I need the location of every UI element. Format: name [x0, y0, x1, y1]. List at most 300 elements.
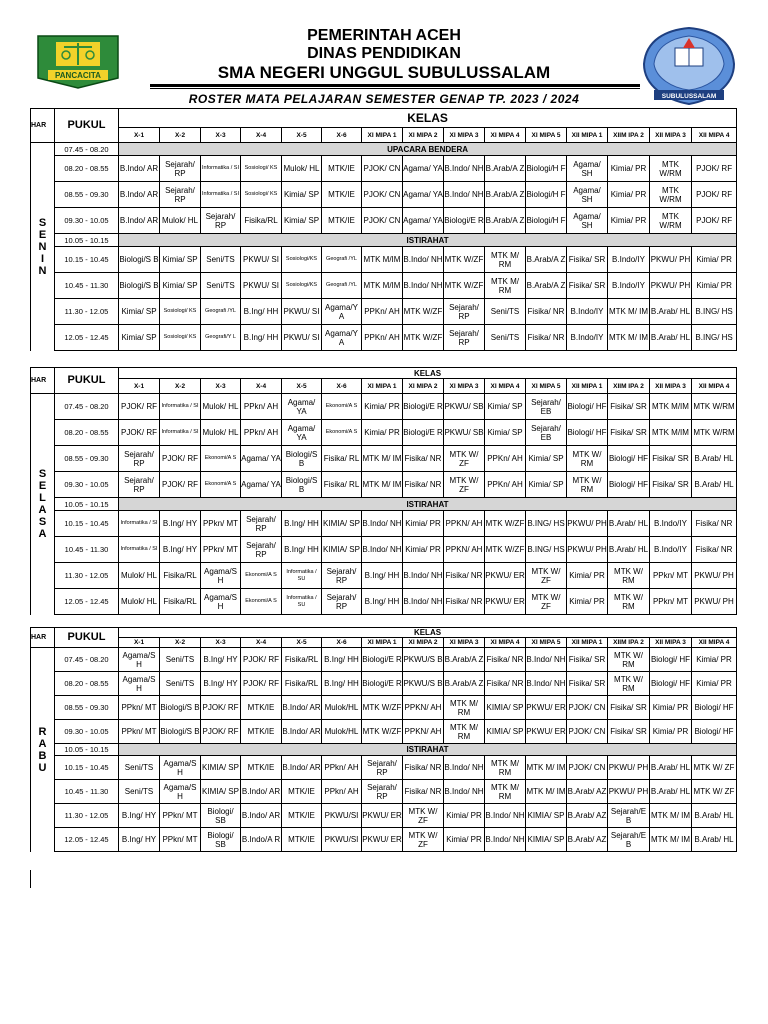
- schedule-cell: Kimia/ PR: [692, 648, 737, 672]
- day-letter: L: [39, 492, 46, 505]
- schedule-cell: PPkn/ MT: [119, 720, 160, 744]
- schedule-cell: MTK W/ ZF: [692, 780, 737, 804]
- schedule-cell: PPkn/ MT: [160, 828, 201, 852]
- schedule-cell: Biologi/S B: [160, 720, 201, 744]
- period-row: [31, 273, 737, 299]
- schedule-cell: Agama/ YA: [241, 472, 282, 498]
- schedule-cell: Fisika/ SR: [608, 394, 650, 420]
- schedule-cell: Kimia/ SP: [119, 299, 160, 325]
- class-column-header: XI MIPA 3: [444, 638, 485, 648]
- schedule-cell: Kimia/ SP: [485, 394, 526, 420]
- schedule-cell: Mulok/ HL: [119, 589, 160, 615]
- schedule-cell: PKWU/ ER: [526, 696, 567, 720]
- schedule-cell: MTK M/ IM: [650, 804, 692, 828]
- schedule-cell: PKWU/ ER: [526, 720, 567, 744]
- schedule-cell: KIMIA/ SP: [526, 804, 567, 828]
- schedule-cell: MTK W/ RM: [567, 472, 608, 498]
- schedule-cell: Biologi/ SB: [201, 804, 241, 828]
- schedule-cell: B.Arab/ HL: [692, 804, 737, 828]
- schedule-cell: Agama/ SH: [567, 156, 608, 182]
- schedule-cell: B.Indo/ NH: [485, 828, 526, 852]
- schedule-cell: Fisika/ NR: [444, 563, 485, 589]
- schedule-cell: Fisika/RL: [282, 672, 322, 696]
- schedule-cell: PKWU/ ER: [485, 589, 526, 615]
- schedule-cell: MTK W/ ZF: [526, 563, 567, 589]
- class-column-header: X-3: [201, 638, 241, 648]
- schedule-cell: MTK M/ RM: [485, 273, 526, 299]
- class-column-header: XII MIPA 3: [650, 379, 692, 394]
- day-letter: R: [38, 725, 47, 738]
- schedule-cell: MTK W/ ZF: [403, 804, 444, 828]
- schedule-cell: Sosiologi/ KS: [241, 182, 282, 208]
- class-column-header: XI MIPA 5: [526, 128, 567, 143]
- schedule-cell: Sejarah/ EB: [526, 420, 567, 446]
- schedule-cell: MTK W/ZF: [362, 720, 403, 744]
- time-slot: 09.30 - 10.05: [55, 720, 119, 744]
- schedule-cell: Biologi/E R: [403, 394, 444, 420]
- schedule-cell: B.Ing/ HH: [362, 589, 403, 615]
- schedule-cell: B.Arab/ AZ: [567, 780, 608, 804]
- time-slot: 08.20 - 08.55: [55, 420, 119, 446]
- time-slot: 10.15 - 10.45: [55, 247, 119, 273]
- class-column-header: X-1: [119, 379, 160, 394]
- period-row: [31, 804, 737, 828]
- schedule-cell: Sejarah/ RP: [160, 156, 201, 182]
- schedule-cell: Seni/TS: [201, 247, 241, 273]
- schedule-cell: PKWU/ PH: [650, 247, 692, 273]
- school-crest-icon: [642, 26, 736, 106]
- schedule-cell: Mulok/ HL: [282, 156, 322, 182]
- period-row: [31, 537, 737, 563]
- schedule-cell: Informatika / SI: [119, 511, 160, 537]
- schedule-cell: PPKn/ AH: [485, 446, 526, 472]
- period-row: [31, 394, 737, 420]
- period-row: [31, 325, 737, 351]
- schedule-cell: Biologi/S B: [119, 247, 160, 273]
- schedule-cell: MTK/IE: [282, 780, 322, 804]
- schedule-cell: PJOK/ RF: [201, 720, 241, 744]
- schedule-cell: B.Indo/IY: [650, 511, 692, 537]
- day-label: [31, 143, 55, 351]
- schedule-cell: PKWU/ ER: [485, 563, 526, 589]
- time-slot: 08.20 - 08.55: [55, 672, 119, 696]
- schedule-cell: B.Indo/ AR: [241, 804, 282, 828]
- period-row: [31, 672, 737, 696]
- schedule-cell: B.Ing/ HH: [282, 511, 322, 537]
- schedule-cell: PPKN/ AH: [444, 511, 485, 537]
- schedule-cell: Agama/S H: [201, 589, 241, 615]
- time-slot: 07.45 - 08.20: [55, 143, 119, 156]
- schedule-cell: B.Indo/ AR: [241, 780, 282, 804]
- schedule-cell: Fisika/ NR: [692, 537, 737, 563]
- har-header: HAR: [31, 628, 55, 648]
- period-row: [31, 182, 737, 208]
- schedule-cell: PPkn/ AH: [241, 420, 282, 446]
- period-row: [31, 446, 737, 472]
- time-slot: 09.30 - 10.05: [55, 208, 119, 234]
- schedule-cell: Informatika / SU: [282, 589, 322, 615]
- schedule-cell: Informatika / SI: [119, 537, 160, 563]
- schedule-cell: PJOK/ RF: [241, 672, 282, 696]
- schedule-cell: B.Indo/ AR: [282, 696, 322, 720]
- schedule-cell: Mulok/ HL: [201, 420, 241, 446]
- class-column-header: XI MIPA 2: [403, 379, 444, 394]
- schedule-cell: Kimia/ SP: [160, 247, 201, 273]
- schedule-cell: MTK M/ RM: [485, 756, 526, 780]
- schedule-cell: B.Ing/ HY: [201, 672, 241, 696]
- schedule-cell: Kimia/ SP: [282, 208, 322, 234]
- schedule-cell: Biologi/ HF: [608, 446, 650, 472]
- har-header: HAR: [31, 109, 55, 143]
- schedule-cell: Fisika/ SR: [567, 247, 608, 273]
- schedule-cell: MTK W/ ZF: [444, 472, 485, 498]
- class-column-header: X-5: [282, 128, 322, 143]
- schedule-cell: PPKn/ AH: [362, 325, 403, 351]
- schedule-cell: KIMIA/ SP: [201, 780, 241, 804]
- schedule-cell: B.Arab/A Z: [526, 247, 567, 273]
- schedule-cell: B.Indo/IY: [608, 273, 650, 299]
- day-letter: B: [38, 749, 47, 762]
- schedule-cell: PPkn/ AH: [322, 780, 362, 804]
- schedule-cell: PPKN/ AH: [403, 696, 444, 720]
- schedule-cell: Fisika/ SR: [650, 446, 692, 472]
- special-row: [31, 234, 737, 247]
- day-letter: A: [38, 504, 47, 517]
- class-column-header: X-1: [119, 128, 160, 143]
- schedule-cell: Kimia/ PR: [608, 156, 650, 182]
- day-letter: S: [38, 516, 47, 529]
- schedule-cell: PPkn/ MT: [201, 511, 241, 537]
- schedule-cell: Sejarah/E B: [608, 828, 650, 852]
- schedule-cell: B.Ing/ HH: [241, 325, 282, 351]
- schedule-cell: B.Indo/ NH: [362, 511, 403, 537]
- schedule-cell: Mulok/ HL: [201, 394, 241, 420]
- schedule-cell: Biologi/ HF: [692, 720, 737, 744]
- schedule-cell: B.Ing/ HH: [322, 648, 362, 672]
- header-row-classes: [31, 379, 737, 394]
- schedule-cell: Sejarah/ RP: [241, 537, 282, 563]
- schedule-cell: B.ING/ HS: [692, 325, 737, 351]
- class-column-header: XIIM IPA 2: [608, 128, 650, 143]
- schedule-cell: Ekonomi/A S: [241, 589, 282, 615]
- schedule-cell: Kimia/ PR: [692, 273, 737, 299]
- schedule-cell: MTK/IE: [282, 804, 322, 828]
- schedule-cell: Biologi/S B: [282, 472, 322, 498]
- period-row: [31, 299, 737, 325]
- schedule-cell: Agama/S H: [119, 672, 160, 696]
- svg-text:SUBULUSSALAM: SUBULUSSALAM: [661, 93, 717, 100]
- class-column-header: X-4: [241, 379, 282, 394]
- special-event: ISTIRAHAT: [119, 498, 737, 511]
- schedule-cell: PKWU/ SI: [282, 325, 322, 351]
- class-column-header: XI MIPA 4: [485, 638, 526, 648]
- kelas-header: KELAS: [119, 109, 737, 128]
- schedule-cell: Biologi/ HF: [567, 420, 608, 446]
- schedule-cell: MTK M/IM: [362, 247, 403, 273]
- class-column-header: X-2: [160, 379, 201, 394]
- schedule-cell: Seni/TS: [485, 299, 526, 325]
- schedule-cell: Sejarah/ RP: [322, 563, 362, 589]
- schedule-cell: Fisika/ SR: [567, 672, 608, 696]
- schedule-cell: MTK/IE: [241, 720, 282, 744]
- time-slot: 07.45 - 08.20: [55, 394, 119, 420]
- schedule-cell: B.Ing/ HY: [160, 537, 201, 563]
- class-column-header: X-6: [322, 128, 362, 143]
- schedule-cell: B.ING/ HS: [526, 511, 567, 537]
- schedule-cell: Mulok/ HL: [160, 208, 201, 234]
- schedule-cell: PKWU/ PH: [692, 589, 737, 615]
- schedule-cell: B.Ing/ HY: [119, 804, 160, 828]
- schedule-cell: Informatika / SU: [282, 563, 322, 589]
- period-row: [31, 247, 737, 273]
- schedule-cell: PPkn/ AH: [322, 756, 362, 780]
- schedule-cell: Biologi/E R: [444, 208, 485, 234]
- period-row: [31, 780, 737, 804]
- day-letter: A: [38, 528, 47, 541]
- schedule-cell: B.Arab/A Z: [485, 156, 526, 182]
- schedule-cell: B.Indo/ NH: [403, 589, 444, 615]
- schedule-cell: Kimia/ PR: [608, 208, 650, 234]
- class-column-header: XI MIPA 4: [485, 379, 526, 394]
- schedule-cell: MTK M/IM: [650, 394, 692, 420]
- schedule-cell: Biologi/S B: [282, 446, 322, 472]
- schedule-cell: Biologi/E R: [403, 420, 444, 446]
- schedule-cell: Sejarah/ RP: [201, 208, 241, 234]
- schedule-cell: Biologi/S B: [119, 273, 160, 299]
- schedule-cell: MTK W/ ZF: [444, 446, 485, 472]
- schedule-cell: Fisika/ SR: [567, 648, 608, 672]
- schedule-cell: PPkn/ AH: [241, 394, 282, 420]
- schedule-table-selasa: [30, 367, 737, 615]
- time-slot: 12.05 - 12.45: [55, 325, 119, 351]
- class-column-header: XI MIPA 3: [444, 379, 485, 394]
- schedule-cell: PJOK/ CN: [362, 182, 403, 208]
- schedule-cell: Biologi/H F: [526, 182, 567, 208]
- time-slot: 10.05 - 10.15: [55, 498, 119, 511]
- schedule-cell: Fisika/RL: [160, 563, 201, 589]
- schedule-cell: Fisika/RL: [160, 589, 201, 615]
- schedule-cell: Fisika/ NR: [526, 299, 567, 325]
- special-row: [31, 143, 737, 156]
- schedule-cell: Kimia/ PR: [362, 394, 403, 420]
- schedule-cell: Agama/Y A: [322, 325, 362, 351]
- time-slot: 11.30 - 12.05: [55, 299, 119, 325]
- schedule-cell: KIMIA/ SP: [485, 696, 526, 720]
- schedule-cell: PKWU/ SB: [444, 420, 485, 446]
- schedule-cell: B.Arab/ HL: [650, 756, 692, 780]
- schedule-cell: Sosiologi/ KS: [160, 325, 201, 351]
- schedule-cell: PPkn/ MT: [201, 537, 241, 563]
- schedule-cell: KIMIA/ SP: [322, 511, 362, 537]
- schedule-cell: PPkn/ MT: [119, 696, 160, 720]
- schedule-cell: Seni/TS: [119, 780, 160, 804]
- schedule-cell: Ekonomi/A S: [322, 394, 362, 420]
- schedule-cell: MTK/IE: [241, 756, 282, 780]
- day-letter: S: [38, 468, 47, 481]
- schedule-cell: Mulok/HL: [322, 696, 362, 720]
- schedule-cell: B.Ing/ HH: [322, 672, 362, 696]
- schedule-cell: PKWU/SI: [322, 804, 362, 828]
- schedule-cell: PKWU/ PH: [608, 756, 650, 780]
- header-row-classes: [31, 128, 737, 143]
- schedule-cell: PPKn/ AH: [485, 472, 526, 498]
- schedule-cell: Sejarah/ RP: [241, 511, 282, 537]
- schedule-cell: B.Indo/ NH: [444, 182, 485, 208]
- schedule-cell: Fisika/ NR: [403, 756, 444, 780]
- schedule-cell: PKWU/ ER: [362, 804, 403, 828]
- schedule-cell: Sejarah/ RP: [119, 446, 160, 472]
- schedule-cell: Agama/ SH: [567, 182, 608, 208]
- day-letter: E: [38, 480, 47, 493]
- schedule-cell: B.Arab/ HL: [692, 446, 737, 472]
- schedule-cell: MTK W/ RM: [567, 446, 608, 472]
- schedule-cell: PJOK/ RF: [201, 696, 241, 720]
- class-column-header: X-5: [282, 379, 322, 394]
- schedule-cell: MTK W/RM: [692, 394, 737, 420]
- schedule-cell: PPkn/ MT: [650, 563, 692, 589]
- schedule-cell: Kimia/ SP: [160, 273, 201, 299]
- class-column-header: XII MIPA 1: [567, 128, 608, 143]
- schedule-cell: Fisika/ NR: [403, 446, 444, 472]
- schedule-cell: B.Arab/ HL: [608, 537, 650, 563]
- schedule-cell: PKWU/ SI: [241, 273, 282, 299]
- schedule-cell: Fisika/ SR: [567, 273, 608, 299]
- roster-subtitle: ROSTER MATA PELAJARAN SEMESTER GENAP TP. 2023 / 2024: [188, 92, 580, 106]
- schedule-cell: PJOK/ RF: [160, 472, 201, 498]
- period-row: [31, 563, 737, 589]
- schedule-cell: B.ING/ HS: [526, 537, 567, 563]
- class-column-header: XII MIPA 4: [692, 128, 737, 143]
- schedule-cell: MTK M/ IM: [608, 325, 650, 351]
- schedule-cell: Biologi/H F: [526, 208, 567, 234]
- special-event: UPACARA BENDERA: [119, 143, 737, 156]
- class-column-header: X-6: [322, 379, 362, 394]
- schedule-cell: Biologi/ HF: [567, 394, 608, 420]
- class-column-header: XII MIPA 1: [567, 638, 608, 648]
- schedule-cell: B.Indo/IY: [608, 247, 650, 273]
- schedule-cell: Kimia/ SP: [282, 182, 322, 208]
- class-column-header: XIIM IPA 2: [608, 638, 650, 648]
- schedule-cell: B.Indo/ NH: [444, 756, 485, 780]
- schedule-cell: MTK W/ RM: [608, 648, 650, 672]
- schedule-cell: PKWU/S B: [403, 672, 444, 696]
- day-letter: N: [38, 264, 47, 277]
- class-column-header: X-5: [282, 638, 322, 648]
- schedule-cell: Biologi/E R: [362, 672, 403, 696]
- schedule-cell: B.Indo/ NH: [526, 672, 567, 696]
- schedule-cell: Fisika/ SR: [608, 720, 650, 744]
- schedule-cell: PJOK/ CN: [362, 156, 403, 182]
- schedule-cell: Fisika/RL: [282, 648, 322, 672]
- schedule-cell: Kimia/ PR: [444, 804, 485, 828]
- schedule-cell: Mulok/HL: [322, 720, 362, 744]
- period-row: [31, 828, 737, 852]
- schedule-cell: Agama/ YA: [403, 156, 444, 182]
- time-slot: 10.15 - 10.45: [55, 511, 119, 537]
- schedule-cell: Fisika/ SR: [608, 420, 650, 446]
- schedule-cell: Fisika/ NR: [403, 472, 444, 498]
- class-column-header: X-2: [160, 638, 201, 648]
- schedule-cell: B.Indo/ NH: [403, 563, 444, 589]
- day-letter: I: [40, 252, 45, 265]
- class-column-header: X-1: [119, 638, 160, 648]
- class-column-header: XI MIPA 1: [362, 638, 403, 648]
- schedule-cell: Informatika / SI: [160, 394, 201, 420]
- schedule-cell: Fisika/ RL: [322, 472, 362, 498]
- schedule-cell: B.Arab/ HL: [650, 299, 692, 325]
- schedule-cell: Agama/ YA: [282, 394, 322, 420]
- pukul-header: PUKUL: [55, 109, 119, 143]
- schedule-cell: Sejarah/ RP: [362, 756, 403, 780]
- schedule-cell: Kimia/ SP: [119, 325, 160, 351]
- schedule-cell: MTK M/ IM: [362, 472, 403, 498]
- schedule-cell: Agama/ YA: [241, 446, 282, 472]
- schedule-cell: Agama/ SH: [567, 208, 608, 234]
- header-row-classes: [31, 638, 737, 648]
- schedule-cell: MTK W/ZF: [444, 273, 485, 299]
- special-row: [31, 498, 737, 511]
- schedule-cell: Sosiologi/ KS: [241, 156, 282, 182]
- schedule-cell: B.Indo/ NH: [444, 780, 485, 804]
- schedule-cell: B.Indo/IY: [650, 537, 692, 563]
- day-letter: E: [38, 228, 47, 241]
- schedule-cell: B.Arab/ HL: [692, 472, 737, 498]
- schedule-cell: Sejarah/ RP: [444, 325, 485, 351]
- class-column-header: XII MIPA 4: [692, 638, 737, 648]
- schedule-cell: MTK M/ IM: [650, 828, 692, 852]
- schedule-cell: Ekonomi/A S: [201, 472, 241, 498]
- schedule-cell: B.Indo/ NH: [362, 537, 403, 563]
- class-column-header: X-4: [241, 638, 282, 648]
- schedule-cell: PKWU/ SI: [282, 299, 322, 325]
- schedule-cell: MTK W/ ZF: [692, 756, 737, 780]
- class-column-header: X-4: [241, 128, 282, 143]
- schedule-cell: B.Arab/ AZ: [567, 804, 608, 828]
- class-column-header: XIIM IPA 2: [608, 379, 650, 394]
- time-slot: 12.05 - 12.45: [55, 589, 119, 615]
- special-event: ISTIRAHAT: [119, 744, 737, 756]
- schedule-cell: PPkn/ MT: [160, 804, 201, 828]
- schedule-cell: Agama/S H: [160, 756, 201, 780]
- schedule-cell: Agama/ YA: [403, 182, 444, 208]
- header-school-name: SMA NEGERI UNGGUL SUBULUSSALAM: [217, 63, 551, 82]
- schedule-cell: Sosiologi/KS: [282, 247, 322, 273]
- schedule-cell: Informatika / SI: [201, 156, 241, 182]
- class-column-header: X-6: [322, 638, 362, 648]
- schedule-cell: B.Ing/ HH: [241, 299, 282, 325]
- schedule-cell: B.Arab/A Z: [485, 208, 526, 234]
- schedule-cell: MTK W/RM: [692, 420, 737, 446]
- schedule-cell: B.Arab/A Z: [526, 273, 567, 299]
- schedule-cell: Ekonomi/A S: [241, 563, 282, 589]
- day-label: [31, 394, 55, 615]
- schedule-cell: Agama/S H: [119, 648, 160, 672]
- schedule-cell: Seni/TS: [160, 648, 201, 672]
- schedule-cell: B.Arab/ HL: [650, 780, 692, 804]
- schedule-cell: Seni/TS: [485, 325, 526, 351]
- schedule-cell: Fisika/ NR: [485, 648, 526, 672]
- class-column-header: X-3: [201, 379, 241, 394]
- schedule-cell: MTK W/ RM: [608, 672, 650, 696]
- schedule-cell: PPkn/ MT: [650, 589, 692, 615]
- schedule-cell: Kimia/ PR: [403, 511, 444, 537]
- schedule-cell: MTK/IE: [241, 696, 282, 720]
- schedule-cell: PJOK/ RF: [160, 446, 201, 472]
- schedule-cell: B.Arab/ HL: [692, 828, 737, 852]
- schedule-cell: Biologi/ HF: [650, 672, 692, 696]
- schedule-cell: Seni/TS: [201, 273, 241, 299]
- class-column-header: XII MIPA 4: [692, 379, 737, 394]
